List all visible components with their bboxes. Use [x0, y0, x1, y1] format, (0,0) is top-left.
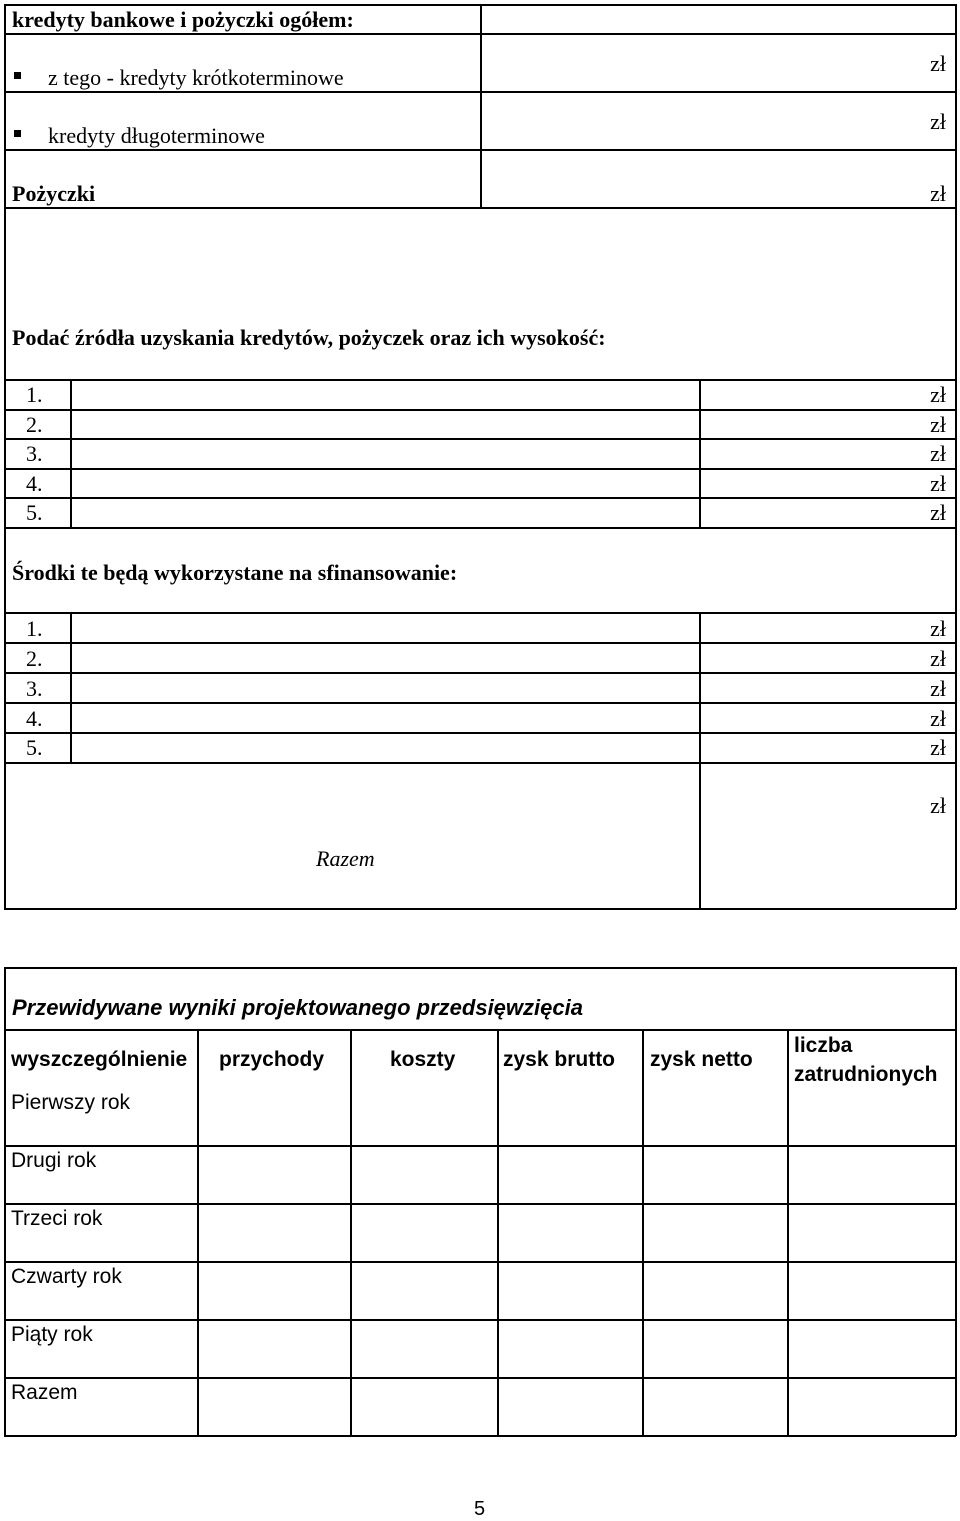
currency-label: zł [930, 51, 946, 76]
page-number: 5 [474, 1498, 486, 1520]
column-header: zatrudnionych [794, 1063, 938, 1086]
currency-label: zł [930, 109, 946, 134]
column-header: zysk netto [650, 1048, 753, 1071]
currency-label: zł [930, 616, 946, 641]
row-label: Pierwszy rok [11, 1091, 131, 1114]
source-row-number: 1. [26, 382, 43, 407]
source-row-number: 4. [26, 471, 43, 496]
currency-label: zł [930, 412, 946, 437]
loans-label: Pożyczki [12, 181, 96, 206]
uses-heading: Środki te będą wykorzystane na sfinansowanie: [12, 560, 458, 585]
use-row-number: 1. [26, 616, 43, 641]
long-term-credits-label: kredyty długoterminowe [48, 123, 265, 148]
use-row-number: 3. [26, 676, 43, 701]
source-row-number: 2. [26, 412, 43, 437]
bullet-icon [14, 72, 21, 79]
currency-label: zł [930, 471, 946, 496]
currency-label: zł [930, 646, 946, 671]
currency-label: zł [930, 706, 946, 731]
row-label: Czwarty rok [11, 1265, 122, 1288]
column-header: zysk brutto [503, 1048, 616, 1071]
sources-heading: Podać źródła uzyskania kredytów, pożyczek oraz ich wysokość: [12, 325, 606, 350]
source-row-number: 3. [26, 441, 43, 466]
currency-label: zł [930, 793, 946, 818]
total-credits-label: kredyty bankowe i pożyczki ogółem: [12, 7, 354, 32]
row-label: Razem [11, 1381, 78, 1404]
source-row-number: 5. [26, 500, 43, 525]
bullet-icon [14, 130, 21, 137]
use-row-number: 2. [26, 646, 43, 671]
uses-total-label: Razem [316, 846, 375, 871]
results-heading: Przewidywane wyniki projektowanego przedsięwzięcia [12, 995, 583, 1020]
column-header: przychody [219, 1048, 325, 1071]
use-row-number: 5. [26, 735, 43, 760]
currency-label: zł [930, 441, 946, 466]
currency-label: zł [930, 382, 946, 407]
use-row-number: 4. [26, 706, 43, 731]
row-label: Trzeci rok [11, 1207, 103, 1230]
column-header: wyszczególnienie [11, 1048, 188, 1071]
row-label: Piąty rok [11, 1323, 93, 1346]
currency-label: zł [930, 500, 946, 525]
column-header: koszty [390, 1048, 456, 1071]
currency-label: zł [930, 181, 946, 206]
short-term-credits-label: z tego - kredyty krótkoterminowe [48, 65, 344, 90]
column-header: liczba [794, 1034, 853, 1057]
currency-label: zł [930, 676, 946, 701]
currency-label: zł [930, 735, 946, 760]
row-label: Drugi rok [11, 1149, 97, 1172]
